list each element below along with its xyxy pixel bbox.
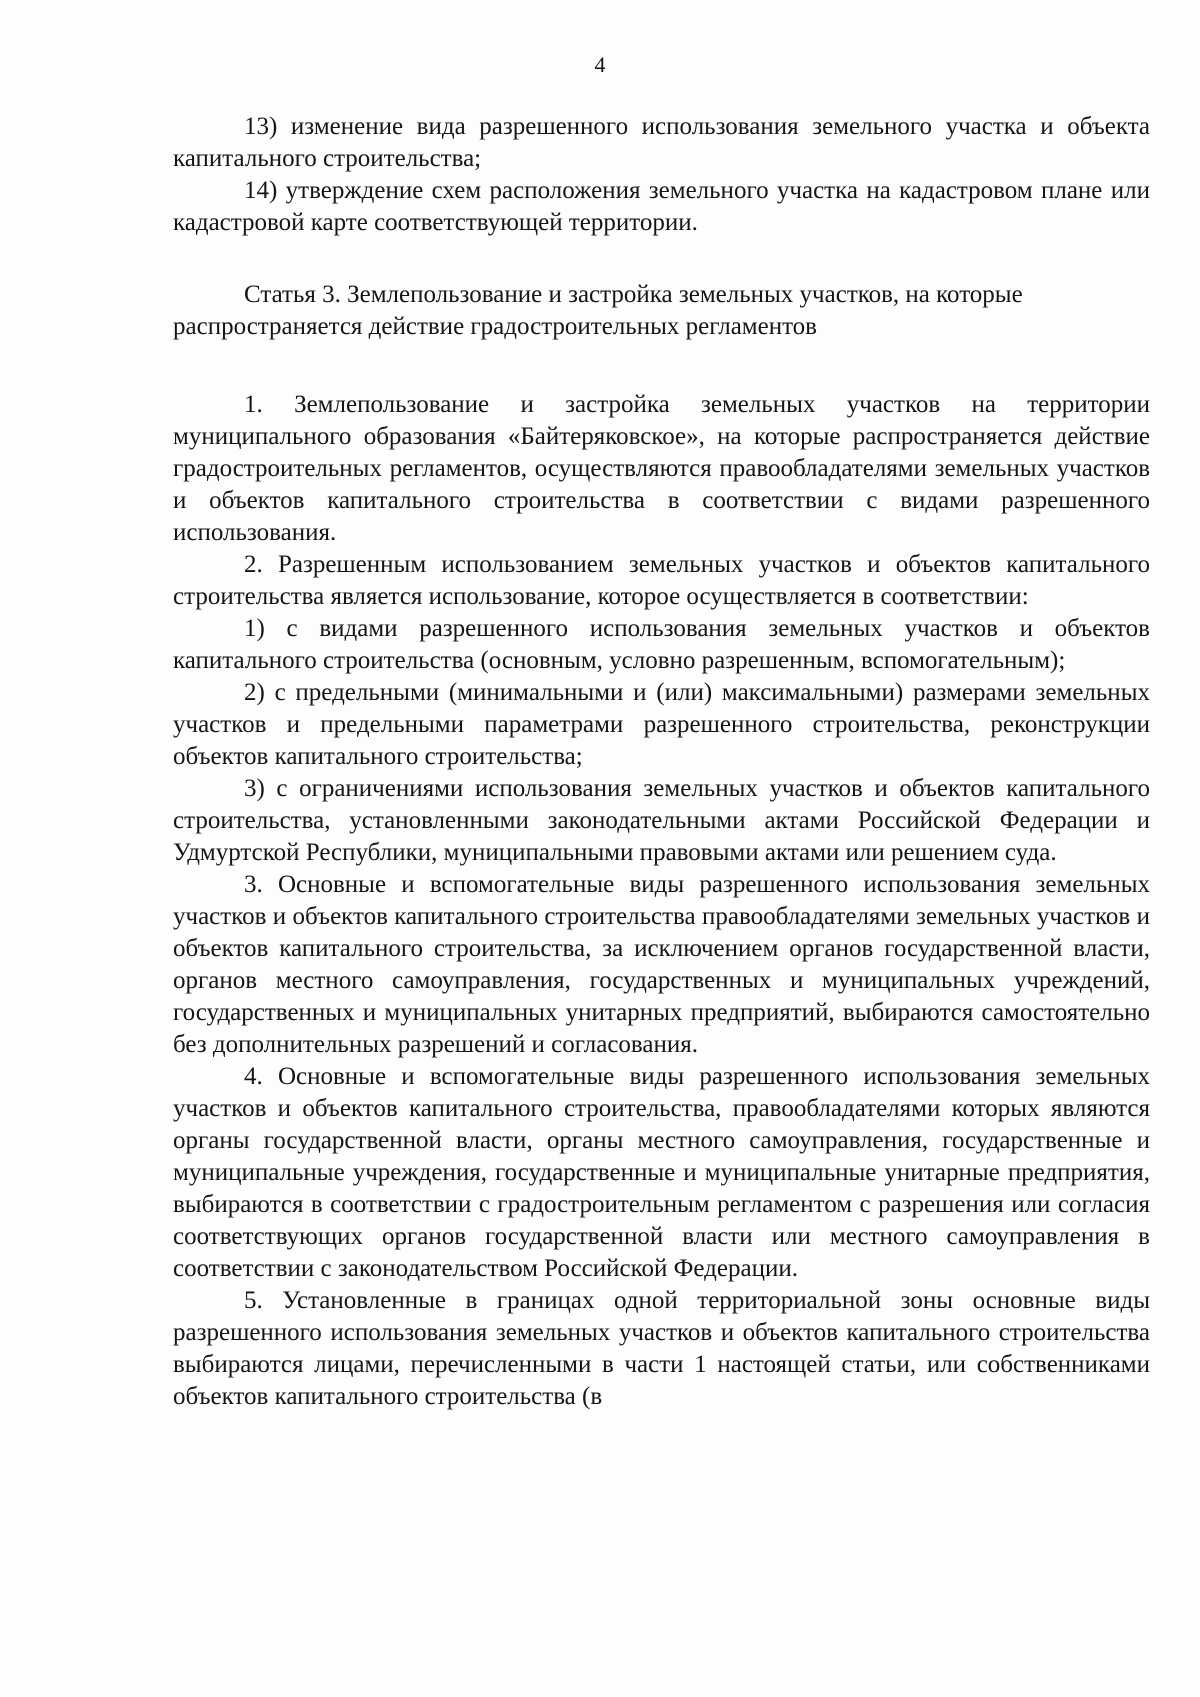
article-subitem-2: 2) с предельными (минимальными и (или) максимальными) размерами земельных участков и предельными параметрами разрешенного строительства, реконструкции объектов капитального строительства;	[173, 679, 1150, 770]
article-paragraph-2: 2. Разрешенным использованием земельных участков и объектов капитального строительства является использование, которое осуществляется в соответствии:	[173, 551, 1150, 610]
article-paragraph-1: 1. Землепользование и застройка земельных участков на территории муниципального образования «Байтеряковское», на которые распространяется действие градостроительных регламентов, осуществляются правообладателями земельных участков и объектов капитального строительства в соответствии с видами разрешенного использования.	[173, 391, 1150, 546]
article-subitem-3: 3) с ограничениями использования земельных участков и объектов капитального строительства, установленными законодательными актами Российской Федерации и Удмуртской Республики, муниципальными правовыми актами или решением суда.	[173, 775, 1150, 866]
article-subitem-1: 1) с видами разрешенного использования земельных участков и объектов капитального строительства (основным, условно разрешенным, вспомогательным);	[173, 615, 1150, 674]
article-paragraph-5: 5. Установленные в границах одной территориальной зоны основные виды разрешенного использования земельных участков и объектов капитального строительства выбираются лицами, перечисленными в части 1 настоящей статьи, или собственниками объектов капитального строительства (в	[173, 1287, 1150, 1410]
document-body	[173, 111, 1150, 1413]
list-item-13: 13) изменение вида разрешенного использования земельного участка и объекта капитального строительства;	[173, 113, 1150, 172]
article-heading: Статья 3. Землепользование и застройка земельных участков, на которые распространяется действие градостроительных регламентов	[173, 281, 1023, 340]
article-paragraph-3: 3. Основные и вспомогательные виды разрешенного использования земельных участков и объектов капитального строительства правообладателями земельных участков и объектов капитального строительства, за исключением органов государственной власти, органов местного самоуправления, государственных и муниципальных учреждений, государственных и муниципальных унитарных предприятий, выбираются самостоятельно без дополнительных разрешений и согласования.	[173, 871, 1150, 1058]
list-item-14: 14) утверждение схем расположения земельного участка на кадастровом плане или кадастровой карте соответствующей территории.	[173, 177, 1150, 236]
page-number: 4	[594, 52, 606, 77]
article-paragraph-4: 4. Основные и вспомогательные виды разрешенного использования земельных участков и объектов капитального строительства, правообладателями которых являются органы государственной власти, органы местного самоуправления, государственные и муниципальные учреждения, государственные и муниципальные унитарные предприятия, выбираются в соответствии с градостроительным регламентом с разрешения или согласия соответствующих органов государственной власти или местного самоуправления в соответствии с законодательством Российской Федерации.	[173, 1063, 1150, 1282]
